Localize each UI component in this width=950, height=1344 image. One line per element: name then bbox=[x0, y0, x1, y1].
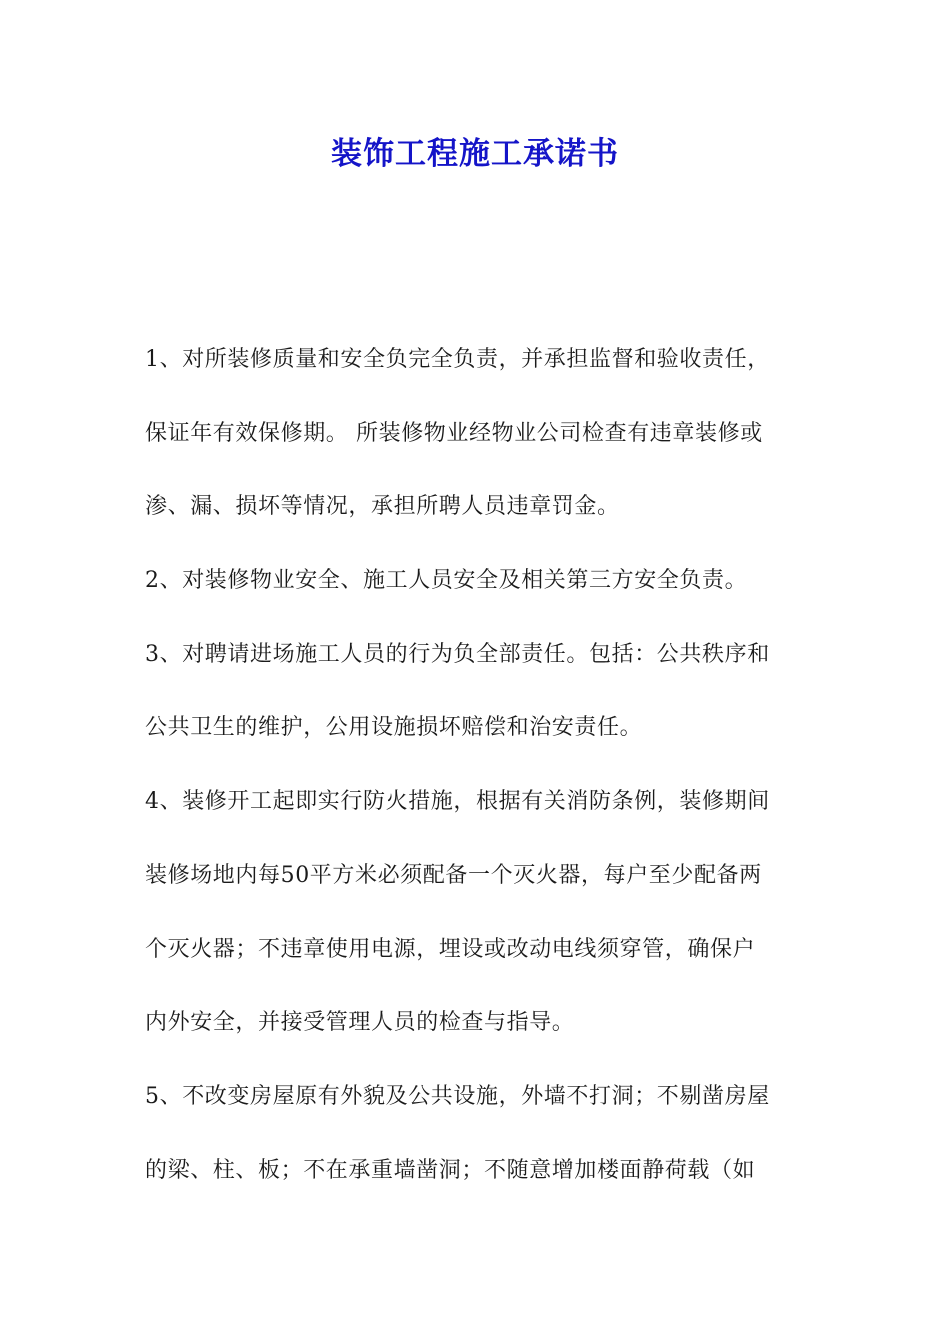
body-line: 内外安全，并接受管理人员的检查与指导。 bbox=[145, 1010, 575, 1036]
body-line: 1、对所装修质量和安全负完全负责，并承担监督和验收责任， bbox=[145, 347, 770, 372]
document-body bbox=[145, 334, 810, 1218]
body-line: 公共卫生的维护，公用设施损坏赔偿和治安责任。 bbox=[145, 715, 643, 741]
body-line: 渗、漏、损坏等情况，承担所聘人员违章罚金。 bbox=[145, 494, 620, 520]
body-line: 保证年有效保修期。 所装修物业经物业公司检查有违章装修或 bbox=[145, 420, 763, 446]
body-line: 3、对聘请进场施工人员的行为负全部责任。包括：公共秩序和 bbox=[145, 641, 770, 667]
body-line: 4、装修开工起即实行防火措施，根据有关消防条例，装修期间 bbox=[145, 789, 770, 815]
body-line: 的梁、柱、板；不在承重墙凿洞；不随意增加楼面静荷载（如 bbox=[145, 1157, 756, 1183]
body-line: 2、对装修物业安全、施工人员安全及相关第三方安全负责。 bbox=[145, 568, 748, 594]
document-title: 装饰工程施工承诺书 bbox=[331, 136, 619, 172]
body-line: 5、不改变房屋原有外貌及公共设施，外墙不打洞；不剔凿房屋 bbox=[145, 1083, 770, 1109]
body-line: 装修场地内每50平方米必须配备一个灭火器，每户至少配备两 bbox=[145, 862, 762, 888]
body-line: 个灭火器；不违章使用电源，埋设或改动电线须穿管，确保户 bbox=[145, 936, 756, 962]
